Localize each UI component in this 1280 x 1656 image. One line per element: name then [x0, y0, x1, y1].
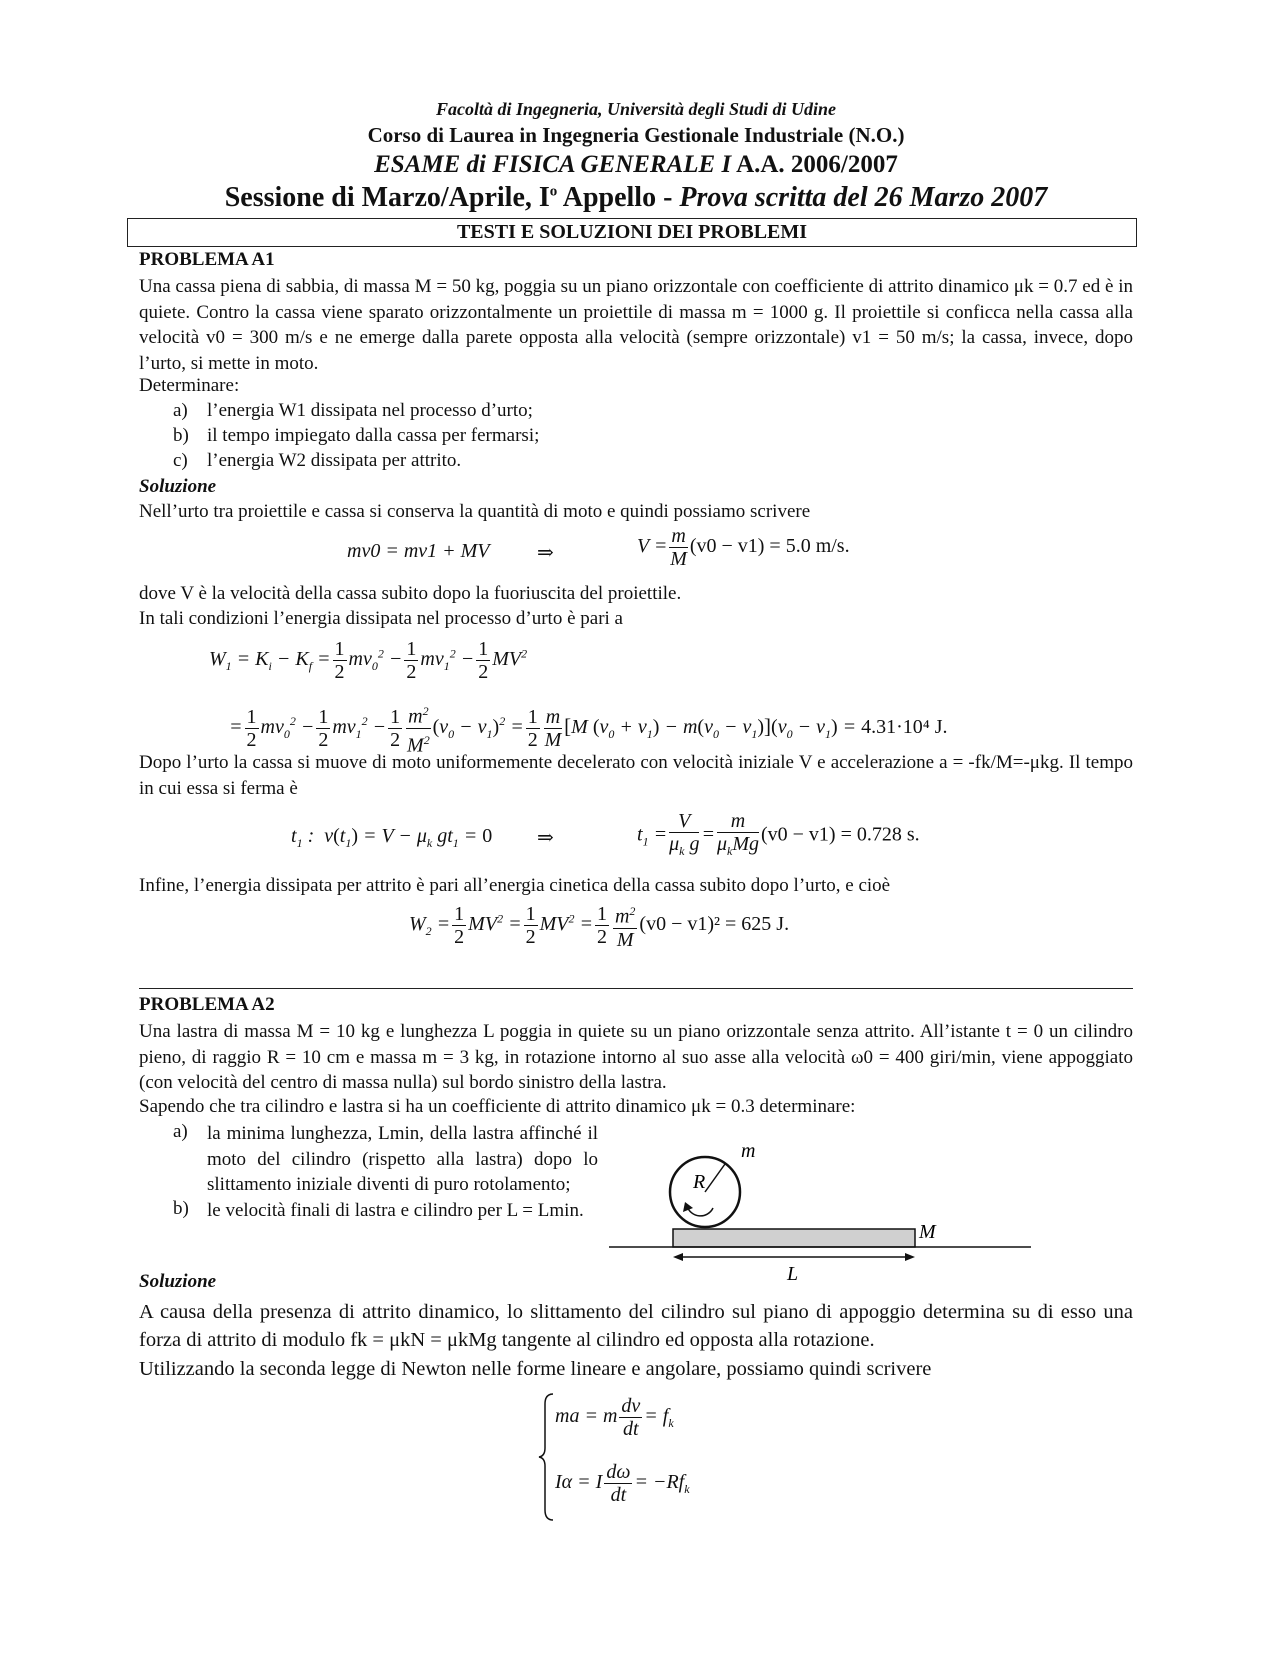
solution-a1-s1: Nell’urto tra proiettile e cassa si conserva la quantità di moto e quindi possiamo scrivere [139, 501, 811, 522]
session-sup: o [549, 183, 558, 200]
course-line: Corso di Laurea in Ingegneria Gestionale Industriale (N.O.) [367, 123, 905, 147]
eq-result: (v0 − v1) = 5.0 m/s. [689, 535, 850, 558]
problem-a2-text: Una lastra di massa M = 10 kg e lunghezza L poggia in quiete su un piano orizzontale senza attrito. All’istante t = 0 un cilindro pieno, di raggio R = 10 cm e massa m = 3 kg, in rotazione intorno al suo asse alla velocità ω0 = 400 giri/min, viene appoggiato (con velocità del centro di massa nulla) sul bordo sinistro della lastra. [139, 1021, 1133, 1093]
exam-line [139, 151, 1133, 179]
session-line [139, 182, 1133, 214]
exam-year: A.A. 2006/2007 [731, 151, 898, 178]
cylinder-slab-diagram [609, 1140, 1069, 1280]
radius-line [705, 1164, 725, 1192]
label-m: m [741, 1140, 756, 1162]
problem-a2-text2: Sapendo che tra cilindro e lastra si ha un coefficiente di attrito dinamico μk = 0.3 determinare: [139, 1096, 856, 1117]
item-label: c) [173, 450, 188, 471]
label-L: L [787, 1263, 799, 1280]
equation-energy-w1-line1: $W_1 = K_i - K_f$ = $\frac{1}{2}$ $mv_0^2$ − $\frac{1}{2}$ $mv_1^2$ − $\frac{1}{2}$ $MV^2$ [209, 638, 528, 683]
session-text: Sessione di Marzo/Aprile, I [224, 182, 550, 213]
problem-a2-list [173, 1121, 598, 1223]
equation-energy-w2: $W_2$ = $\frac{1}{2}$ $MV^2$ = $\frac{1}{2}$ $MV^2$ = $\frac{1}{2}$ $\frac{m^2}{M}$ (v0 − v1)² = 625 J. [409, 900, 789, 951]
solution-a1-title: Soluzione [139, 476, 217, 497]
section-banner: TESTI E SOLUZIONI DEI PROBLEMI [127, 218, 1137, 247]
equation-velocity: V = $\frac{m}{M}$ (v0 − v1) = 5.0 m/s. [637, 525, 850, 570]
problem-a1-title: PROBLEMA A1 [139, 249, 275, 270]
item-label: a) [173, 400, 188, 421]
problem-a2-title: PROBLEMA A2 [139, 994, 275, 1015]
equation-angular: Iα = I $\frac{d\omega}{dt}$ = $-Rf_k$ [555, 1461, 690, 1506]
eq-result: 4.31·10⁴ J. [861, 715, 948, 738]
eq-result: (v0 − v1)² = 625 J. [639, 912, 790, 935]
equation-energy-w1-line2: = $\frac{1}{2}$ $mv_0^2$ − $\frac{1}{2}$ $mv_1^2$ − $\frac{1}{2}$ $\frac{m^2}{M^2}$ $(v_0 - v_1)^2$ = $\frac{1}{2}$ $\frac{m}{M}$ [M $(v_0 + v_1) - m(v_0 - v_1)](v_0 - v_1) = 4.31\cdot 10^4$ J. [229, 700, 948, 756]
equation-time-left: $t_1$ : $v(t_1) = V - \mu_k$ $gt_1 = 0$ [291, 825, 493, 850]
solution-a1-s3: In tali condizioni l’energia dissipata nel processo d’urto è pari a [139, 608, 623, 629]
label-M: M [919, 1221, 936, 1243]
list-item [173, 400, 1073, 425]
faculty-line: Facoltà di Ingegneria, Università degli Studi di Udine [435, 99, 837, 119]
equation-linear: ma = m $\frac{dv}{dt}$ = $f_k$ [555, 1395, 674, 1440]
length-arrowhead-right-icon [905, 1253, 915, 1261]
eq-result: (v0 − v1) = 0.728 s. [760, 823, 920, 846]
list-item [173, 1121, 598, 1198]
length-arrowhead-left-icon [673, 1253, 683, 1261]
slab-rect [673, 1229, 915, 1247]
brace-icon [537, 1392, 557, 1522]
item-label: b) [173, 425, 189, 446]
solution-a1-s5: Infine, l’energia dissipata per attrito è pari all’energia cinetica della cassa subito dopo l’urto, e cioè [139, 875, 891, 896]
section-divider [139, 988, 1133, 989]
eq-text: mv0 = mv1 + MV [347, 540, 490, 562]
item-text: la minima lunghezza, Lmin, della lastra affinché il moto del cilindro (rispetto alla lastra) dopo lo slittamento iniziale diventi di puro rotolamento; [207, 1123, 598, 1195]
solution-a2-s1: A causa della presenza di attrito dinamico, lo slittamento del cilindro sul piano di appoggio determina su di esso una forza di attrito di modulo fk = μkN = μkMg tangente al cilindro ed opposta alla rotazione. [139, 1301, 1133, 1351]
rotation-arrowhead-icon [683, 1202, 693, 1212]
equation-time-right: $t_1$ = $\frac{V}{\mu_k g}$ = $\frac{m}{\mu_kMg}$ (v0 − v1) = 0.728 s. [637, 810, 920, 858]
list-item [173, 1198, 598, 1224]
exam-title: ESAME di FISICA GENERALE I [374, 151, 732, 178]
equation-momentum [347, 540, 490, 563]
solution-a1-s2: dove V è la velocità della cassa subito dopo la fuoriuscita del proiettile. [139, 583, 682, 604]
item-text: l’energia W1 dissipata nel processo d’urto; [207, 400, 533, 421]
session-appello: Appello - [557, 182, 680, 213]
item-label: a) [173, 1121, 188, 1142]
label-R: R [693, 1171, 706, 1193]
item-label: b) [173, 1197, 189, 1219]
list-item [173, 450, 1073, 475]
problem-a1-list [173, 400, 1073, 475]
item-text: le velocità finali di lastra e cilindro per L = Lmin. [207, 1199, 584, 1221]
implies-arrow: ⇒ [537, 542, 554, 564]
determinare-label: Determinare: [139, 375, 240, 396]
implies-arrow-2: ⇒ [537, 827, 554, 849]
solution-a2-title: Soluzione [139, 1271, 217, 1292]
solution-a2-s2: Utilizzando la seconda legge di Newton nelle forme lineare e angolare, possiamo quindi scrivere [139, 1358, 932, 1380]
problem-a1-text: Una cassa piena di sabbia, di massa M = 50 kg, poggia su un piano orizzontale con coefficiente di attrito dinamico μk = 0.7 ed è in quiete. Contro la cassa viene sparato orizzontalmente un proiettile di massa m = 1000 g. Il proiettile si conficca nella cassa alla velocità v0 = 300 m/s e ne emerge dalla parete opposta alla velocità (sempre orizzontale) v1 = 50 m/s; la cassa, invece, dopo l’urto, si mette in moto. [139, 276, 1133, 374]
solution-a1-s4: Dopo l’urto la cassa si muove di moto uniformemente decelerato con velocità iniziale V e accelerazione a = -fk/M=-μkg. Il tempo in cui essa si ferma è [139, 752, 1133, 799]
item-text: il tempo impiegato dalla cassa per fermarsi; [207, 425, 540, 446]
list-item [173, 425, 1073, 450]
item-text: l’energia W2 dissipata per attrito. [207, 450, 462, 471]
session-date: Prova scritta del 26 Marzo 2007 [679, 182, 1048, 213]
